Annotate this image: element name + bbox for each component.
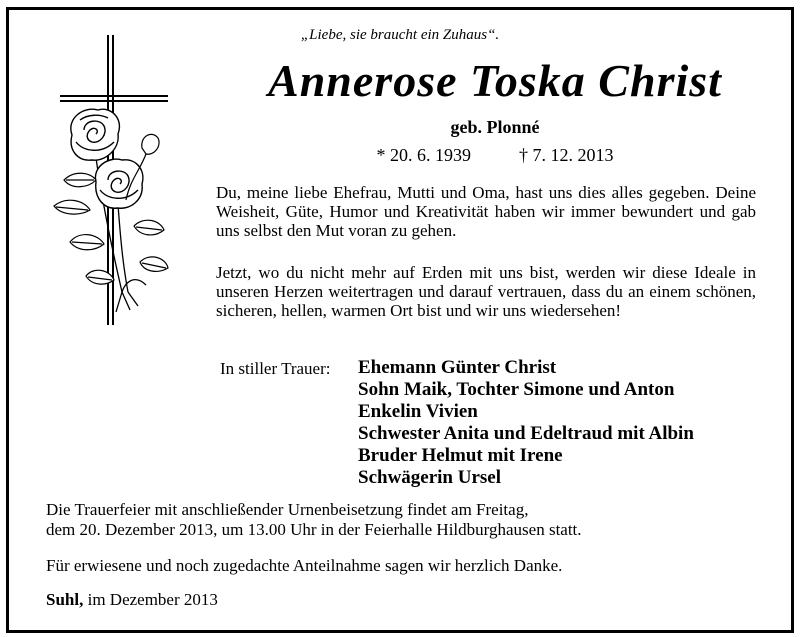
mourners-list (358, 357, 694, 489)
death-date: † 7. 12. 2013 (519, 145, 614, 165)
deceased-name: Annerose Toska Christ (268, 55, 722, 106)
tribute-paragraph-1: Du, meine liebe Ehefrau, Mutti und Oma, hast uns dies alles gegeben. Deine Weisheit, Güte, Humor und Kreativität haben wir immer bewundert und gab uns selbst den Mut voran zu gehen. (216, 183, 756, 240)
motto-quote: „Liebe, sie braucht ein Zuhaus“. (300, 27, 500, 43)
maiden-name: geb. Plonné (450, 117, 540, 137)
place: Suhl, (46, 590, 84, 609)
date-line: im Dezember 2013 (87, 590, 218, 609)
mourner-item: Bruder Helmut mit Irene (358, 445, 563, 466)
life-dates (190, 145, 800, 166)
funeral-line-2: dem 20. Dezember 2013, um 13.00 Uhr in der Feierhalle Hildburghausen statt. (46, 520, 582, 539)
cross-with-roses-icon (50, 30, 180, 330)
birth-date: * 20. 6. 1939 (376, 145, 471, 165)
thanks-line: Für erwiesene und noch zugedachte Anteilnahme sagen wir herzlich Danke. (46, 556, 563, 575)
mourner-item: Ehemann Günter Christ (358, 357, 557, 378)
mourner-item: Enkelin Vivien (358, 401, 478, 422)
funeral-info (46, 500, 766, 540)
tribute-paragraph-2: Jetzt, wo du nicht mehr auf Erden mit uns bist, werden wir diese Ideale in unseren Herzen weitertragen und darauf vertrauen, dass du an einem schönen, sicheren, hellen, warmen Ort bist und wir uns wiedersehen! (216, 263, 756, 320)
mourner-item: Sohn Maik, Tochter Simone und Anton (358, 379, 675, 400)
mourner-item: Schwägerin Ursel (358, 467, 502, 488)
place-date-line (46, 590, 766, 610)
mourning-label: In stiller Trauer: (220, 359, 331, 378)
funeral-line-1: Die Trauerfeier mit anschließender Urnenbeisetzung findet am Freitag, (46, 500, 529, 519)
mourner-item: Schwester Anita und Edeltraud mit Albin (358, 423, 694, 444)
rose-upper-icon (71, 109, 120, 160)
rose-lower-icon (95, 159, 142, 208)
